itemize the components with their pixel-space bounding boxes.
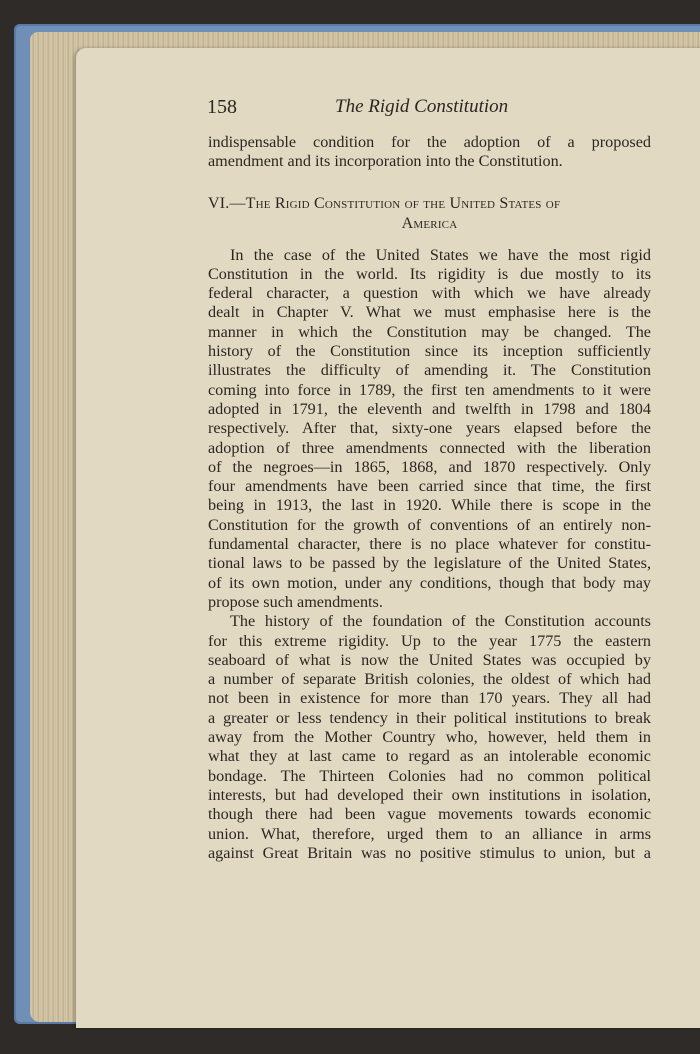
text-line: Constitution in the world. Its rigidity is due mostly to its <box>208 264 651 283</box>
text-line: Constitution for the growth of conventions of an entirely non- <box>208 515 651 534</box>
text-line: union. What, therefore, urged them to an alliance in arms <box>208 824 651 843</box>
page-header <box>207 96 652 126</box>
text-line: for this extreme rigidity. Up to the year 1775 the eastern <box>208 631 651 650</box>
text-line: bondage. The Thirteen Colonies had no common political <box>208 766 651 785</box>
section-heading-line: America <box>401 214 458 232</box>
text-line: a greater or less tendency in their political institutions to break <box>208 708 651 727</box>
text-line: federal character, a question with which we have already <box>208 284 651 303</box>
text-line: four amendments have been carried since that time, the first <box>208 477 651 496</box>
text-line: indispensable condition for the adoption of a proposed <box>208 133 651 151</box>
running-title: The Rigid Constitution <box>335 96 509 117</box>
section-heading <box>208 194 651 234</box>
text-line: of its own motion, under any conditions, though that body may <box>208 573 651 592</box>
text-line: manner in which the Constitution may be changed. The <box>208 322 651 341</box>
opening-paragraph <box>208 133 651 172</box>
text-line: adoption of three amendments connected with the liberation <box>208 438 651 457</box>
section-heading-line: VI.—The Rigid Constitution of the United States of <box>208 194 561 212</box>
text-line: fundamental character, there is no place whatever for constitu- <box>208 535 651 554</box>
text-line: not been in existence for more than 170 years. They all had <box>208 689 651 708</box>
body-text <box>208 133 651 863</box>
text-line: The history of the foundation of the Constitution accounts <box>230 612 651 631</box>
text-line: tional laws to be passed by the legislature of the United States, <box>208 554 651 573</box>
paragraph <box>208 246 651 613</box>
text-line: being in 1913, the last in 1920. While there is scope in the <box>208 496 651 515</box>
text-line: interests, but had developed their own institutions in isolation, <box>208 785 651 804</box>
text-line: dealt in Chapter V. What we must emphasise here is the <box>208 303 651 322</box>
text-line: propose such amendments. <box>208 592 383 611</box>
text-line: adopted in 1791, the eleventh and twelfth in 1798 and 1804 <box>208 399 651 418</box>
text-line: amendment and its incorporation into the Constitution. <box>208 152 563 171</box>
page-number: 158 <box>207 96 237 118</box>
paragraph <box>208 612 651 863</box>
text-line: history of the Constitution since its inception sufficiently <box>208 342 651 361</box>
text-line: away from the Mother Country who, however, held them in <box>208 728 651 747</box>
text-line: against Great Britain was no positive stimulus to union, but a <box>208 843 651 862</box>
text-line: coming into force in 1789, the first ten amendments to it were <box>208 380 651 399</box>
text-line: In the case of the United States we have the most rigid <box>230 245 651 264</box>
text-line: what they at last came to regard as an intolerable economic <box>208 747 651 766</box>
text-line: respectively. After that, sixty-one years elapsed before the <box>208 419 651 438</box>
text-line: seaboard of what is now the United States was occupied by <box>208 650 651 669</box>
text-line: a number of separate British colonies, the oldest of which had <box>208 670 651 689</box>
text-line: of the negroes—in 1865, 1868, and 1870 respectively. Only <box>208 457 651 476</box>
text-line: though there had been vague movements towards economic <box>208 805 651 824</box>
text-line: illustrates the difficulty of amending it. The Constitution <box>208 361 651 380</box>
